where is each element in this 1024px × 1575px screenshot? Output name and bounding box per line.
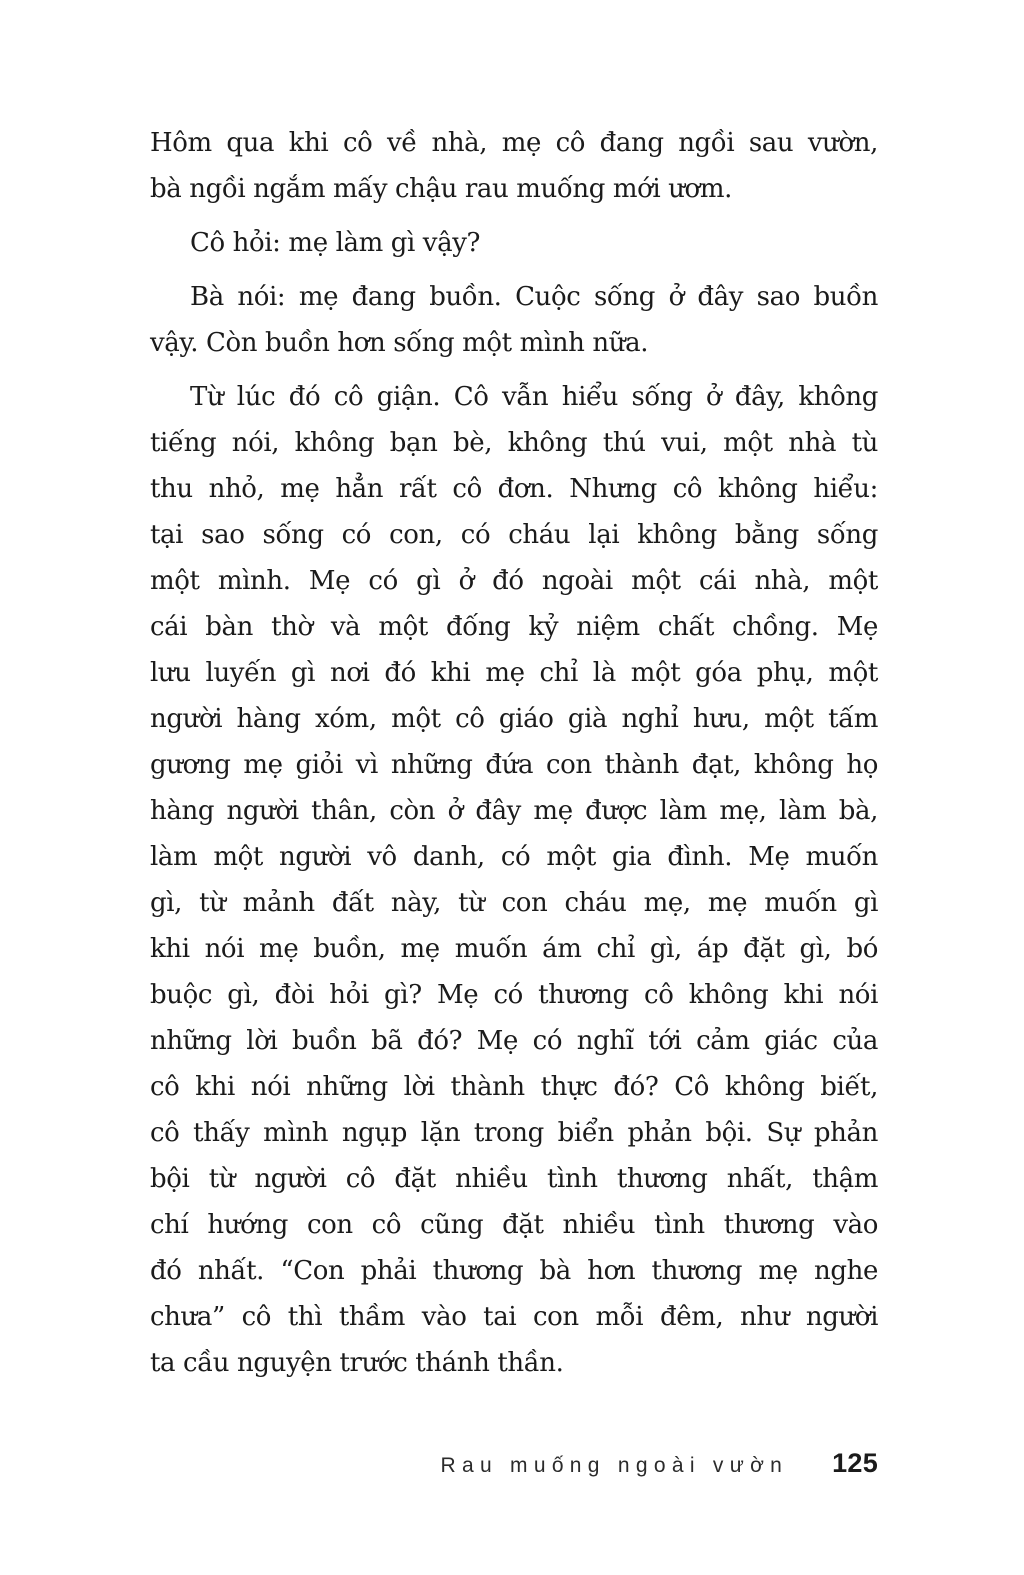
running-title: Rau muống ngoài vườn xyxy=(440,1454,789,1477)
text-line: Từ lúc đó cô giận. Cô vẫn hiểu sống ở đây, không xyxy=(190,382,878,412)
page-footer xyxy=(150,1448,878,1479)
text-line: Bà nói: mẹ đang buồn. Cuộc sống ở đây sao buồn xyxy=(190,282,878,312)
paragraph xyxy=(150,374,878,1386)
text-line: thu nhỏ, mẹ hẳn rất cô đơn. Nhưng cô không hiểu: xyxy=(150,474,878,504)
text-line: Cô hỏi: mẹ làm gì vậy? xyxy=(190,228,481,258)
paragraph xyxy=(150,220,878,266)
text-line: cô thấy mình ngụp lặn trong biển phản bội. Sự phản xyxy=(150,1118,878,1148)
paragraph xyxy=(150,274,878,366)
text-line: Hôm qua khi cô về nhà, mẹ cô đang ngồi sau vườn, xyxy=(150,128,878,158)
text-line: chí hướng con cô cũng đặt nhiều tình thương vào xyxy=(150,1210,878,1240)
page-number: 125 xyxy=(832,1448,878,1478)
text-line: cô khi nói những lời thành thực đó? Cô không biết, xyxy=(150,1072,878,1102)
text-line: tại sao sống có con, có cháu lại không bằng sống xyxy=(150,520,878,550)
text-line: buộc gì, đòi hỏi gì? Mẹ có thương cô không khi nói xyxy=(150,980,878,1010)
text-line: đó nhất. “Con phải thương bà hơn thương mẹ nghe xyxy=(150,1256,878,1286)
text-line: chưa” cô thì thầm vào tai con mỗi đêm, như người xyxy=(150,1302,878,1332)
text-line: lưu luyến gì nơi đó khi mẹ chỉ là một góa phụ, một xyxy=(150,658,878,688)
text-line: gì, từ mảnh đất này, từ con cháu mẹ, mẹ muốn gì xyxy=(150,888,878,918)
text-line: vậy. Còn buồn hơn sống một mình nữa. xyxy=(150,328,649,358)
text-line: gương mẹ giỏi vì những đứa con thành đạt, không họ xyxy=(150,750,878,780)
text-line: bà ngồi ngắm mấy chậu rau muống mới ươm. xyxy=(150,174,732,204)
paragraph xyxy=(150,120,878,212)
text-line: người hàng xóm, một cô giáo già nghỉ hưu, một tấm xyxy=(150,704,878,734)
text-line: cái bàn thờ và một đống kỷ niệm chất chồng. Mẹ xyxy=(150,612,878,642)
text-line: tiếng nói, không bạn bè, không thú vui, một nhà tù xyxy=(150,428,878,458)
text-line: khi nói mẹ buồn, mẹ muốn ám chỉ gì, áp đặt gì, bó xyxy=(150,934,878,964)
text-line: hàng người thân, còn ở đây mẹ được làm mẹ, làm bà, xyxy=(150,796,878,826)
text-line: làm một người vô danh, có một gia đình. Mẹ muốn xyxy=(150,842,878,872)
text-line: ta cầu nguyện trước thánh thần. xyxy=(150,1348,564,1378)
text-line: những lời buồn bã đó? Mẹ có nghĩ tới cảm giác của xyxy=(150,1026,878,1056)
text-line: một mình. Mẹ có gì ở đó ngoài một cái nhà, một xyxy=(150,566,878,596)
page-text xyxy=(150,120,878,1386)
text-line: bội từ người cô đặt nhiều tình thương nhất, thậm xyxy=(150,1164,878,1194)
